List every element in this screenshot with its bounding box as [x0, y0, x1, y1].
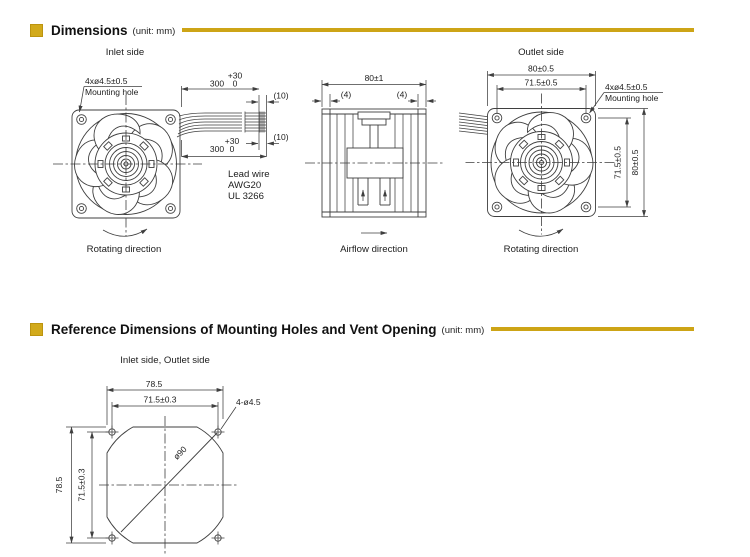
rotating-direction-arrow	[103, 229, 147, 236]
outlet-width-outer-dim: 80±0.5	[528, 63, 554, 74]
lead-tol-lower-bottom: 0	[229, 144, 235, 154]
holes-dim: 4-ø4.5	[236, 397, 261, 407]
outlet-view-label: Outlet side	[518, 47, 564, 58]
flange-dim-left: (4)	[340, 89, 352, 100]
height-outer-dim: 78.5	[54, 476, 64, 494]
dimensions-section-title: Dimensions	[51, 22, 128, 38]
inlet-mounting-hole-dim: 4xø4.5±0.5	[85, 76, 128, 86]
reference-dimensions	[54, 379, 261, 543]
flange-dim-right: (4)	[396, 89, 408, 100]
section-bullet-icon	[30, 24, 43, 37]
lead-tol-lower-top: 0	[232, 78, 238, 89]
section-rule	[491, 327, 694, 330]
lead-wire-gauge: AWG20	[228, 180, 262, 191]
outlet-mounting-hole-label: Mounting hole	[605, 93, 659, 103]
outlet-rotating-direction-label: Rotating direction	[503, 244, 579, 255]
reference-section-title: Reference Dimensions of Mounting Holes and Vent Opening	[51, 321, 437, 337]
dimensions-section-header	[30, 23, 694, 37]
inlet-mounting-hole-label: Mounting hole	[85, 87, 139, 97]
section-bullet-icon	[30, 323, 43, 336]
inlet-view-label: Inlet side	[105, 47, 145, 58]
rotating-direction-arrow	[519, 229, 563, 236]
height-inner-dim: 71.5±0.3	[76, 468, 87, 502]
reference-section-header	[30, 322, 694, 336]
lead-wire-standard: UL 3266	[228, 191, 264, 202]
reference-unit-note: (unit: mm)	[441, 324, 485, 336]
width-outer-dim: 78.5	[145, 379, 163, 389]
lead-tol-upper-bottom: +30	[224, 136, 240, 146]
side-view-drawing	[305, 73, 443, 255]
lead-length-bottom: 300	[209, 144, 225, 154]
outlet-mounting-hole-dim: 4xø4.5±0.5	[605, 82, 648, 92]
mounting-hole-drawing	[0, 345, 750, 557]
inlet-rotating-direction-label: Rotating direction	[86, 244, 162, 255]
depth-dim: 80±1	[364, 73, 384, 83]
vent-diameter-line	[121, 433, 217, 532]
outlet-height-inner-dim: 71.5±0.5	[612, 145, 623, 180]
section-rule	[182, 28, 694, 31]
lead-tol-upper-top: +30	[227, 70, 243, 81]
lead-wire-bundle	[177, 112, 266, 138]
outlet-fan-drawing	[459, 64, 663, 256]
width-inner-dim: 71.5±0.3	[143, 394, 177, 405]
dimensions-unit-note: (unit: mm)	[132, 25, 176, 37]
reference-view-label: Inlet side, Outlet side	[120, 355, 210, 366]
lead-wire-label: Lead wire	[228, 169, 270, 180]
vent-diameter-dim: ø90	[171, 444, 189, 462]
airflow-direction-label: Airflow direction	[340, 244, 408, 255]
inlet-fan-drawing	[53, 71, 289, 256]
lead-end-dim-bottom: (10)	[273, 132, 289, 142]
lead-length-top: 300	[209, 78, 225, 89]
outlet-width-inner-dim: 71.5±0.5	[524, 77, 558, 88]
outlet-height-outer-dim: 80±0.5	[630, 149, 640, 176]
dimension-drawings	[0, 40, 750, 310]
lead-end-dim-top: (10)	[273, 90, 289, 101]
